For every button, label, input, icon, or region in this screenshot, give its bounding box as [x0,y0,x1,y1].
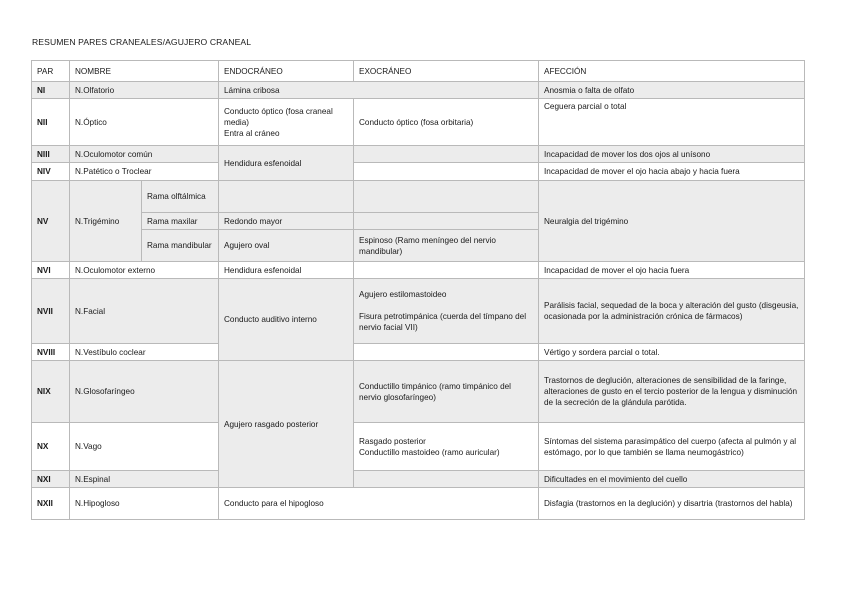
table-row [32,471,805,488]
endocraneo-cell [219,181,354,213]
document-title: RESUMEN PARES CRANEALES/AGUJERO CRANEAL [32,37,252,47]
table-row [32,163,805,181]
nombre-cell: N.Vestíbulo coclear [70,344,219,361]
afeccion-cell: Ceguera parcial o total [539,99,805,146]
afeccion-cell: Anosmia o falta de olfato [539,82,805,99]
table-row [32,279,805,344]
nombre-cell: N.Patético o Troclear [70,163,219,181]
nombre-cell: N.Hipogloso [70,488,219,520]
endocraneo-cell: Conducto auditivo interno [219,279,354,361]
afeccion-cell: Dificultades en el movimiento del cuello [539,471,805,488]
table-row [32,82,805,99]
table-row [32,488,805,520]
nombre-cell: N.Oculomotor común [70,146,219,163]
header-exocraneo: EXOCRÁNEO [354,61,539,82]
afeccion-cell: Incapacidad de mover el ojo hacia fuera [539,262,805,279]
afeccion-cell: Neuralgia del trigémino [539,181,805,262]
par-cell: NVI [32,262,70,279]
par-cell: NIII [32,146,70,163]
nombre-cell: N.Oculomotor externo [70,262,219,279]
endocraneo-cell: Agujero rasgado posterior [219,361,354,488]
par-cell: NXI [32,471,70,488]
nombre-cell: N.Óptico [70,99,219,146]
exocraneo-line: Conductillo mastoideo (ramo auricular) [359,447,500,457]
rama-cell: Rama olftálmica [142,181,219,213]
exocraneo-cell [354,344,539,361]
cranial-nerves-table [31,60,805,520]
nombre-cell: N.Glosofaríngeo [70,361,219,423]
exocraneo-cell [354,181,539,213]
exocraneo-line: Agujero estilomastoideo [359,290,447,299]
endocraneo-cell [219,99,354,146]
par-cell: NX [32,423,70,471]
afeccion-cell: Incapacidad de mover el ojo hacia abajo y hacia fuera [539,163,805,181]
rama-cell: Rama maxilar [142,213,219,230]
afeccion-cell: Síntomas del sistema parasimpático del cuerpo (afecta al pulmón y al estómago, por lo que también se llama neumogástrico) [539,423,805,471]
afeccion-cell: Trastornos de deglución, alteraciones de sensibilidad de la faringe, alteraciones de gusto en el tercio posterior de la lengua y disminución de la secreción de la glándula parótida. [539,361,805,423]
table-row [32,344,805,361]
par-cell: NVII [32,279,70,344]
header-nombre: NOMBRE [70,61,219,82]
nombre-cell: N.Olfatorio [70,82,219,99]
table-row [32,146,805,163]
afeccion-cell: Parálisis facial, sequedad de la boca y alteración del gusto (disgeusia, ocasionada por la administración crónica de fármacos) [539,279,805,344]
exocraneo-cell [354,262,539,279]
par-cell: NII [32,99,70,146]
endocraneo-cell: Hendidura esfenoidal [219,262,354,279]
endocraneo-cell: Redondo mayor [219,213,354,230]
afeccion-cell: Disfagia (trastornos en la deglución) y disartria (trastornos del habla) [539,488,805,520]
par-cell: NIX [32,361,70,423]
par-cell: NIV [32,163,70,181]
par-cell: NXII [32,488,70,520]
header-row [32,61,805,82]
table-row [32,361,805,423]
endocraneo-line: Conducto óptico (fosa craneal media) [224,106,333,127]
endocraneo-cell: Agujero oval [219,230,354,262]
afeccion-cell: Incapacidad de mover los dos ojos al unísono [539,146,805,163]
exocraneo-cell [354,146,539,163]
nombre-cell: N.Vago [70,423,219,471]
exocraneo-cell [354,213,539,230]
exocraneo-cell [354,279,539,344]
par-cell: NI [32,82,70,99]
table-row [32,262,805,279]
par-cell: NVIII [32,344,70,361]
exocraneo-cell [354,423,539,471]
rama-cell: Rama mandibular [142,230,219,262]
endocraneo-cell: Hendidura esfenoidal [219,146,354,181]
exocraneo-cell [354,471,539,488]
par-cell: NV [32,181,70,262]
exocraneo-line: Rasgado posterior [359,436,426,446]
header-afeccion: AFECCIÓN [539,61,805,82]
endocraneo-cell: Conducto para el hipogloso [219,488,539,520]
exocraneo-line: Fisura petrotimpánica (cuerda del tímpano del nervio facial VII) [359,312,527,332]
afeccion-cell: Vértigo y sordera parcial o total. [539,344,805,361]
nombre-cell: N.Trigémino [70,181,142,262]
exocraneo-cell: Conducto óptico (fosa orbitaria) [354,99,539,146]
exocraneo-cell: Espinoso (Ramo meníngeo del nervio mandibular) [354,230,539,262]
nombre-cell: N.Facial [70,279,219,344]
exocraneo-cell: Conductillo timpánico (ramo timpánico del nervio glosofaríngeo) [354,361,539,423]
table-row [32,181,805,213]
header-par: PAR [32,61,70,82]
table-row [32,423,805,471]
exocraneo-cell [354,163,539,181]
endocraneo-cell: Lámina cribosa [219,82,539,99]
nombre-cell: N.Espinal [70,471,219,488]
table-row [32,99,805,146]
header-endocraneo: ENDOCRÁNEO [219,61,354,82]
endocraneo-line: Entra al cráneo [224,128,280,138]
